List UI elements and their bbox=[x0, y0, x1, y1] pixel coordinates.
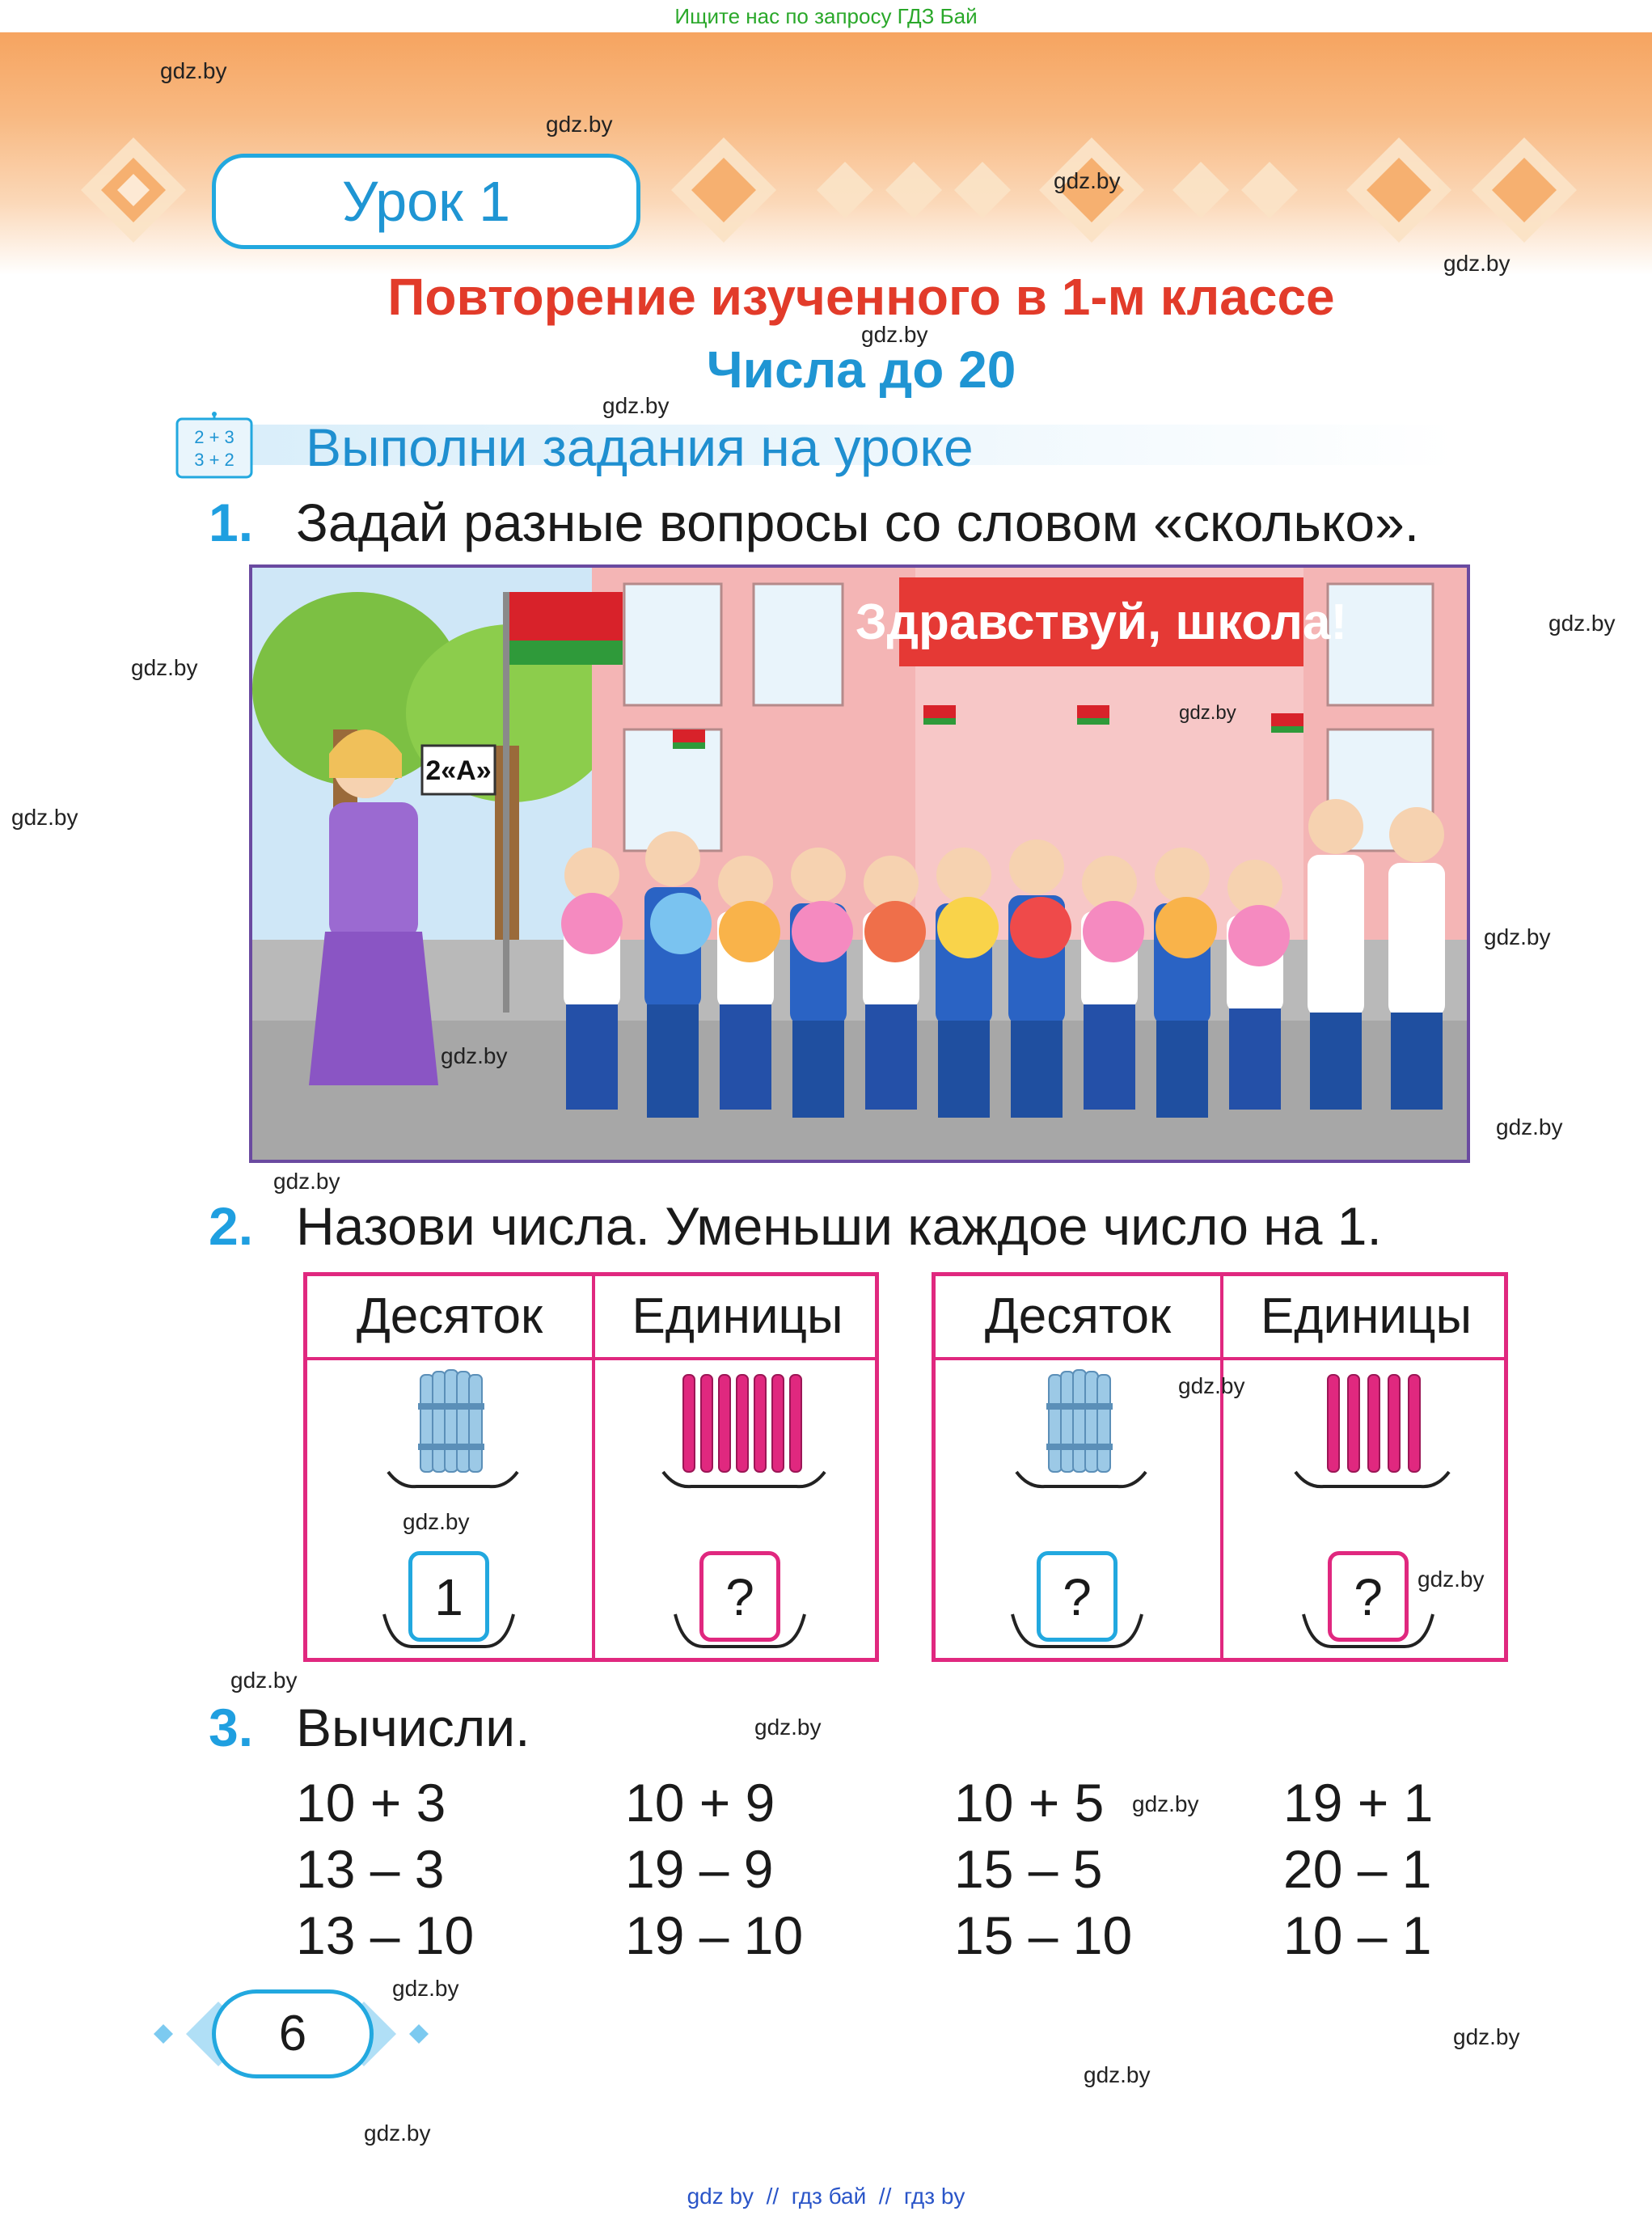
section-heading: Выполни задания на уроке bbox=[306, 417, 974, 477]
calc-expression: 19 – 9 bbox=[625, 1839, 774, 1899]
calc-expression: 15 – 10 bbox=[954, 1905, 1133, 1965]
column-divider bbox=[592, 1276, 595, 1658]
tens-answer-box[interactable]: 1 bbox=[408, 1551, 489, 1642]
watermark: gdz.by bbox=[1132, 1791, 1199, 1816]
watermark: gdz.by bbox=[1084, 2062, 1151, 2087]
illustration-class-sign: 2«А» bbox=[425, 755, 492, 786]
watermark: gdz.by bbox=[1178, 1373, 1245, 1398]
column-divider bbox=[1220, 1276, 1223, 1658]
watermark: gdz.by bbox=[1418, 1567, 1485, 1592]
tens-answer-box[interactable]: ? bbox=[1037, 1551, 1118, 1642]
watermark: gdz.by bbox=[131, 655, 198, 680]
tray-icon bbox=[671, 1606, 809, 1655]
watermark: gdz.by bbox=[230, 1668, 298, 1693]
watermark: gdz.by bbox=[1054, 168, 1121, 193]
unit-sticks-icon bbox=[1291, 1367, 1453, 1496]
watermark: gdz.by bbox=[273, 1169, 340, 1194]
calc-expression: 13 – 3 bbox=[296, 1839, 445, 1899]
board-line-2: 3 + 2 bbox=[194, 450, 234, 470]
tens-bundle-icon bbox=[384, 1367, 522, 1496]
calc-column-3 bbox=[954, 1769, 1132, 1968]
watermark: gdz.by bbox=[861, 322, 928, 347]
watermark: gdz.by bbox=[364, 2120, 431, 2146]
watermark: gdz.by bbox=[1443, 251, 1510, 276]
watermark: gdz.by bbox=[602, 393, 670, 418]
page-title: Повторение изученного в 1-м классе bbox=[387, 268, 1335, 326]
task-number: 3. bbox=[209, 1698, 254, 1757]
units-answer-box[interactable]: ? bbox=[699, 1551, 780, 1642]
school-illustration bbox=[249, 564, 1470, 1163]
task-text: Вычисли. bbox=[296, 1698, 530, 1757]
watermark: gdz.by bbox=[392, 1976, 459, 2001]
tray-icon bbox=[1008, 1606, 1146, 1655]
illustration-banner-text: Здравствуй, школа! bbox=[855, 594, 1348, 650]
unit-sticks-icon bbox=[659, 1367, 829, 1496]
footer-links[interactable]: gdz by // гдз бай // гдз by bbox=[687, 2184, 965, 2209]
page-subtitle: Числа до 20 bbox=[706, 340, 1016, 399]
tens-bundle-icon bbox=[1012, 1367, 1150, 1496]
watermark: gdz.by bbox=[1548, 611, 1616, 636]
calc-expression: 13 – 10 bbox=[296, 1905, 475, 1965]
tens-header: Десяток bbox=[984, 1288, 1172, 1344]
watermark: gdz.by bbox=[403, 1509, 470, 1534]
watermark: gdz.by bbox=[1484, 924, 1551, 949]
task-number: 1. bbox=[209, 493, 254, 552]
calc-expression: 19 + 1 bbox=[1283, 1773, 1434, 1833]
calc-expression: 19 – 10 bbox=[625, 1905, 804, 1965]
task-text: Назови числа. Уменьши каждое число на 1. bbox=[296, 1196, 1382, 1256]
illustration-drawing bbox=[252, 568, 1467, 1160]
units-header: Единицы bbox=[1260, 1288, 1472, 1344]
units-header: Единицы bbox=[632, 1288, 843, 1344]
watermark: gdz.by bbox=[754, 1715, 822, 1740]
calc-column-4 bbox=[1283, 1769, 1433, 1968]
calc-column-2 bbox=[625, 1769, 803, 1968]
board-icon bbox=[174, 411, 255, 480]
watermark: gdz.by bbox=[1179, 702, 1236, 724]
calc-expression: 20 – 1 bbox=[1283, 1839, 1432, 1899]
watermark: gdz.by bbox=[1453, 2024, 1520, 2049]
calc-expression: 10 + 3 bbox=[296, 1773, 446, 1833]
place-value-table-2 bbox=[932, 1272, 1508, 1662]
tray-icon bbox=[380, 1606, 518, 1655]
header-divider bbox=[307, 1357, 875, 1360]
place-value-table-1 bbox=[303, 1272, 879, 1662]
lesson-label: Урок 1 bbox=[212, 154, 640, 249]
units-answer-box[interactable]: ? bbox=[1328, 1551, 1409, 1642]
watermark: gdz.by bbox=[160, 58, 227, 83]
calc-expression: 15 – 5 bbox=[954, 1839, 1103, 1899]
watermark: gdz.by bbox=[11, 805, 78, 830]
watermark: gdz.by bbox=[1496, 1114, 1563, 1139]
top-banner: Ищите нас по запросу ГДЗ Бай bbox=[674, 4, 978, 28]
task-number: 2. bbox=[209, 1196, 254, 1256]
left-ornament-icon bbox=[81, 137, 186, 243]
tens-header: Десяток bbox=[356, 1288, 543, 1344]
watermark: gdz.by bbox=[546, 112, 613, 137]
calc-expression: 10 – 1 bbox=[1283, 1905, 1432, 1965]
watermark: gdz.by bbox=[441, 1043, 508, 1068]
tray-icon bbox=[1299, 1606, 1437, 1655]
calc-expression: 10 + 9 bbox=[625, 1773, 775, 1833]
board-line-1: 2 + 3 bbox=[194, 427, 234, 447]
calc-expression: 10 + 5 bbox=[954, 1773, 1105, 1833]
calc-column-1 bbox=[296, 1769, 474, 1968]
header-divider bbox=[936, 1357, 1504, 1360]
right-ornament-strip-icon bbox=[671, 137, 1577, 243]
page-number: 6 bbox=[212, 1989, 374, 2078]
task-text: Задай разные вопросы со словом «сколько». bbox=[296, 493, 1420, 552]
